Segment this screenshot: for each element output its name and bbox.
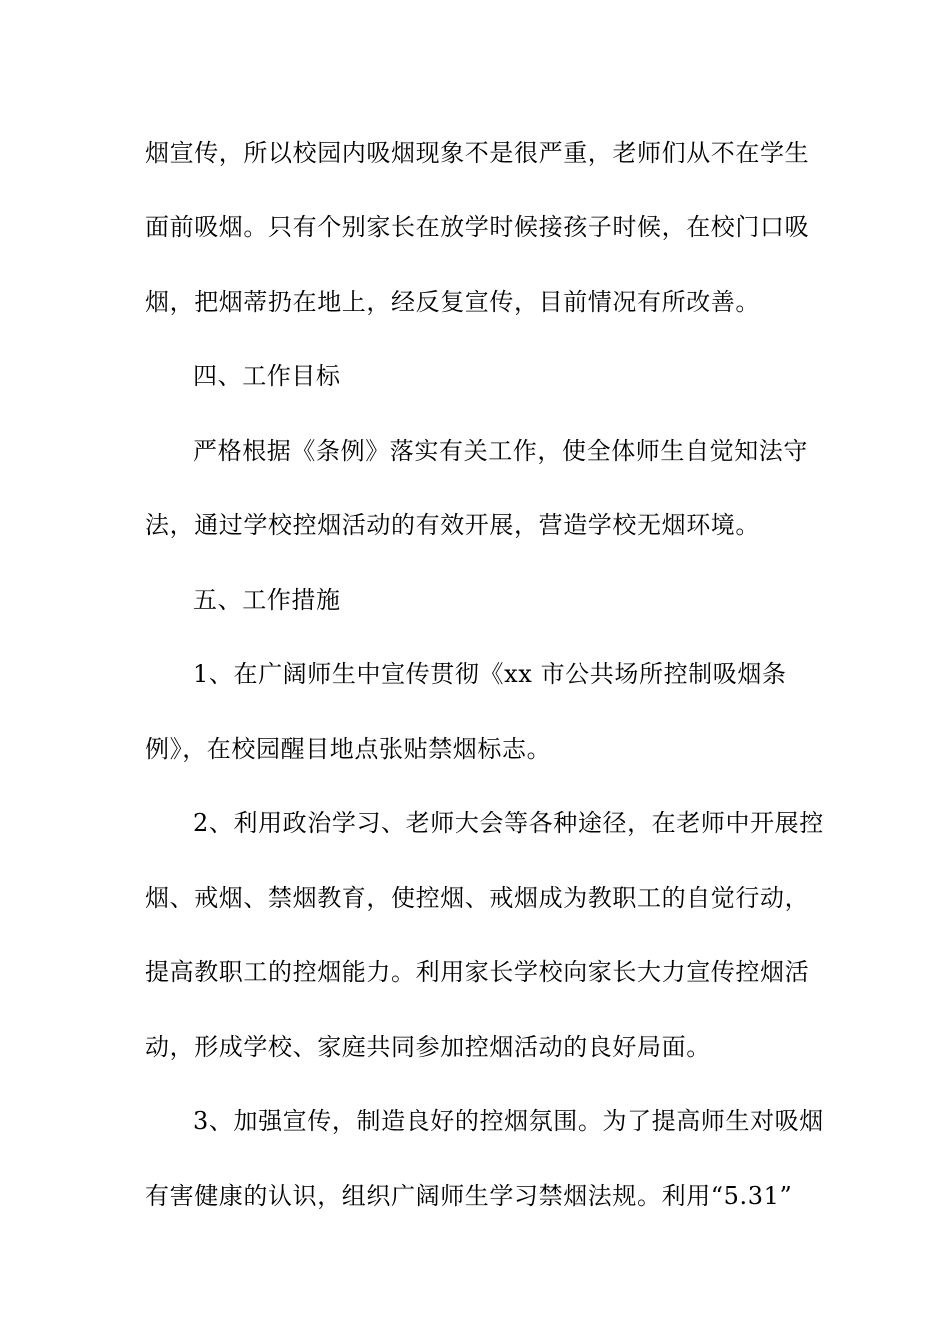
list-item-line: 有害健康的认识，组织广阔师生学习禁烟法规。利用“5.31” xyxy=(145,1182,793,1210)
list-item-line: 提高教职工的控烟能力。利用家长学校向家长大力宣传控烟活 xyxy=(145,958,810,986)
section-heading: 四、工作目标 xyxy=(193,362,341,390)
list-item-line: 1、在广阔师生中宣传贯彻《xx 市公共场所控制吸烟条 xyxy=(193,660,787,688)
list-item-line: 烟、戒烟、禁烟教育，使控烟、戒烟成为教职工的自觉行动， xyxy=(145,884,810,912)
list-item-line: 例》，在校园醒目地点张贴禁烟标志。 xyxy=(145,735,552,763)
list-item-line: 2、利用政治学习、老师大会等各种途径，在老师中开展控 xyxy=(193,809,824,837)
paragraph-line: 严格根据《条例》落实有关工作，使全体师生自觉知法守 xyxy=(193,437,808,465)
list-item-line: 动，形成学校、家庭共同参加控烟活动的良好局面。 xyxy=(145,1033,711,1061)
paragraph-line: 法，通过学校控烟活动的有效开展，营造学校无烟环境。 xyxy=(145,511,760,539)
paragraph-line: 面前吸烟。只有个别家长在放学时候接孩子时候，在校门口吸 xyxy=(145,213,810,241)
list-item-line: 3、加强宣传，制造良好的控烟氛围。为了提高师生对吸烟 xyxy=(193,1107,824,1135)
paragraph-line: 烟，把烟蒂扔在地上，经反复宣传，目前情况有所改善。 xyxy=(145,288,760,316)
section-heading: 五、工作措施 xyxy=(193,586,341,614)
paragraph-line: 烟宣传，所以校园内吸烟现象不是很严重，老师们从不在学生 xyxy=(145,139,810,167)
